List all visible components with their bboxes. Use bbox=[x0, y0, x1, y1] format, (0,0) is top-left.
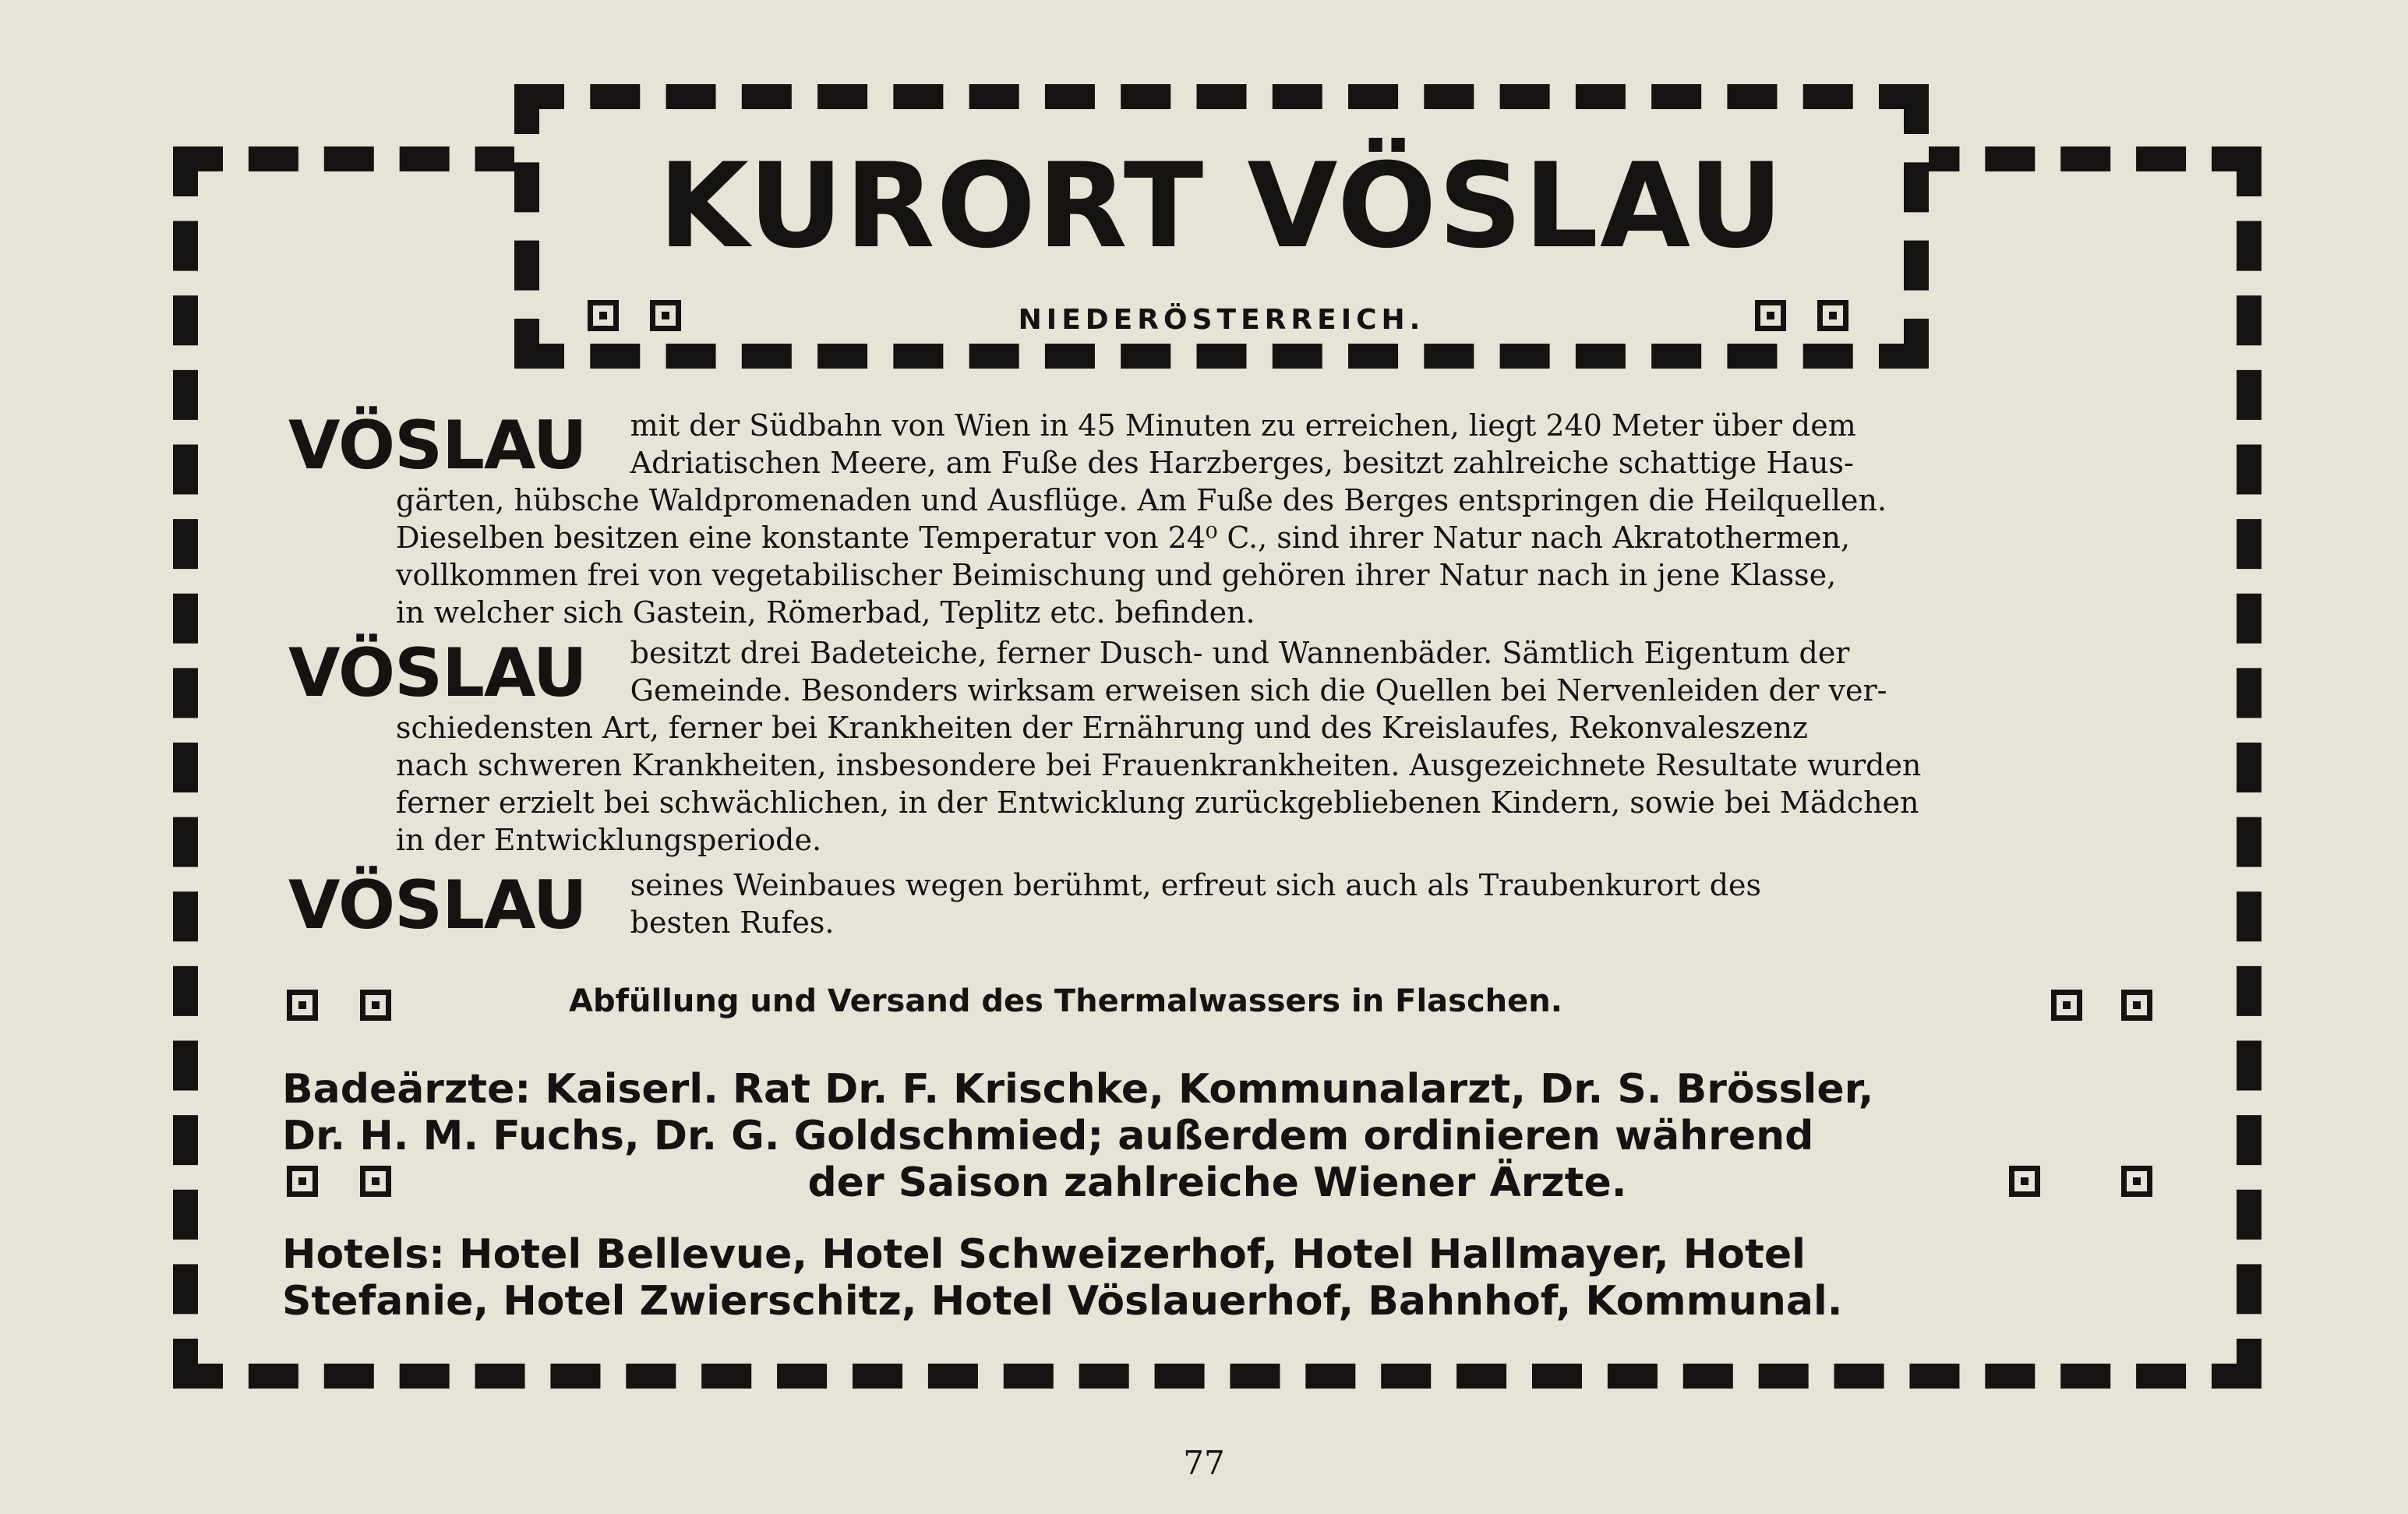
square-ornament bbox=[2051, 990, 2082, 1021]
text-line: ferner erzielt bei schwächlichen, in der Entwicklung zurückgebliebenen Kindern, sowie bei Mädchen bbox=[396, 785, 1919, 820]
square-ornament bbox=[1817, 300, 1848, 331]
square-ornament bbox=[287, 990, 318, 1021]
title-box bbox=[514, 84, 1929, 369]
keyword-voslau: VÖSLAU bbox=[288, 407, 587, 485]
text-line: mit der Südbahn von Wien in 45 Minuten zu erreichen, liegt 240 Meter über dem bbox=[630, 408, 1856, 443]
keyword-voslau: VÖSLAU bbox=[288, 634, 587, 712]
square-ornament bbox=[360, 1166, 391, 1197]
doctors-line: Badeärzte: Kaiserl. Rat Dr. F. Krischke, Kommunalarzt, Dr. S. Brössler, bbox=[282, 1066, 1874, 1113]
text-line: besten Rufes. bbox=[630, 905, 835, 940]
hotels-line: Stefanie, Hotel Zwierschitz, Hotel Vöslauerhof, Bahnhof, Kommunal. bbox=[282, 1278, 1843, 1325]
square-ornament bbox=[2009, 1166, 2040, 1197]
page-number: 77 bbox=[1183, 1444, 1225, 1482]
doctors-line: Dr. H. M. Fuchs, Dr. G. Goldschmied; außerdem ordinieren während bbox=[282, 1113, 1814, 1159]
square-ornament bbox=[287, 1166, 318, 1197]
text-line: seines Weinbaues wegen berühmt, erfreut sich auch als Traubenkurort des bbox=[630, 868, 1762, 902]
square-ornament bbox=[2121, 990, 2152, 1021]
text-line: in der Entwicklungsperiode. bbox=[396, 823, 822, 857]
paragraph-3 bbox=[288, 866, 2152, 944]
paragraph-1 bbox=[288, 407, 2152, 631]
text-line: Adriatischen Meere, am Fuße des Harzberges, besitzt zahlreiche schattige Haus- bbox=[630, 446, 1854, 480]
text-line: nach schweren Krankheiten, insbesondere bei Frauenkrankheiten. Ausgezeichnete Resultate wurden bbox=[396, 748, 1922, 782]
hotels-line: Hotels: Hotel Bellevue, Hotel Schweizerhof, Hotel Hallmayer, Hotel bbox=[282, 1231, 1806, 1278]
keyword-voslau: VÖSLAU bbox=[288, 866, 587, 944]
text-line: schiedensten Art, ferner bei Krankheiten der Ernährung und des Kreislaufes, Rekonvaleszenz bbox=[396, 711, 1808, 745]
square-ornament bbox=[2121, 1166, 2152, 1197]
text-line: Dieselben besitzen eine konstante Temperatur von 24⁰ C., sind ihrer Natur nach Akratothermen, bbox=[396, 521, 1851, 555]
paragraph-2 bbox=[288, 634, 2152, 859]
doctors-line: der Saison zahlreiche Wiener Ärzte. bbox=[807, 1159, 1627, 1206]
doctors-block bbox=[282, 1066, 2152, 1206]
ad-title: KURORT VÖSLAU bbox=[658, 139, 1785, 274]
ad-subtitle: NIEDERÖSTERREICH. bbox=[1018, 304, 1425, 336]
hotels-block bbox=[282, 1231, 2152, 1325]
text-line: Gemeinde. Besonders wirksam erweisen sich die Quellen bei Nervenleiden der ver- bbox=[630, 673, 1887, 708]
text-line: in welcher sich Gastein, Römerbad, Teplitz etc. befinden. bbox=[396, 595, 1255, 630]
text-line: vollkommen frei von vegetabilischer Beimischung und gehören ihrer Natur nach in jene Klasse, bbox=[396, 558, 1837, 592]
text-line: besitzt drei Badeteiche, ferner Dusch- und Wannenbäder. Sämtlich Eigentum der bbox=[630, 636, 1850, 670]
text-line: gärten, hübsche Waldpromenaden und Ausflüge. Am Fuße des Berges entspringen die Heilquellen. bbox=[396, 483, 1887, 517]
square-ornament bbox=[360, 990, 391, 1021]
bottling-notice: Abfüllung und Versand des Thermalwassers in Flaschen. bbox=[569, 983, 1562, 1019]
square-ornament bbox=[1755, 300, 1786, 331]
